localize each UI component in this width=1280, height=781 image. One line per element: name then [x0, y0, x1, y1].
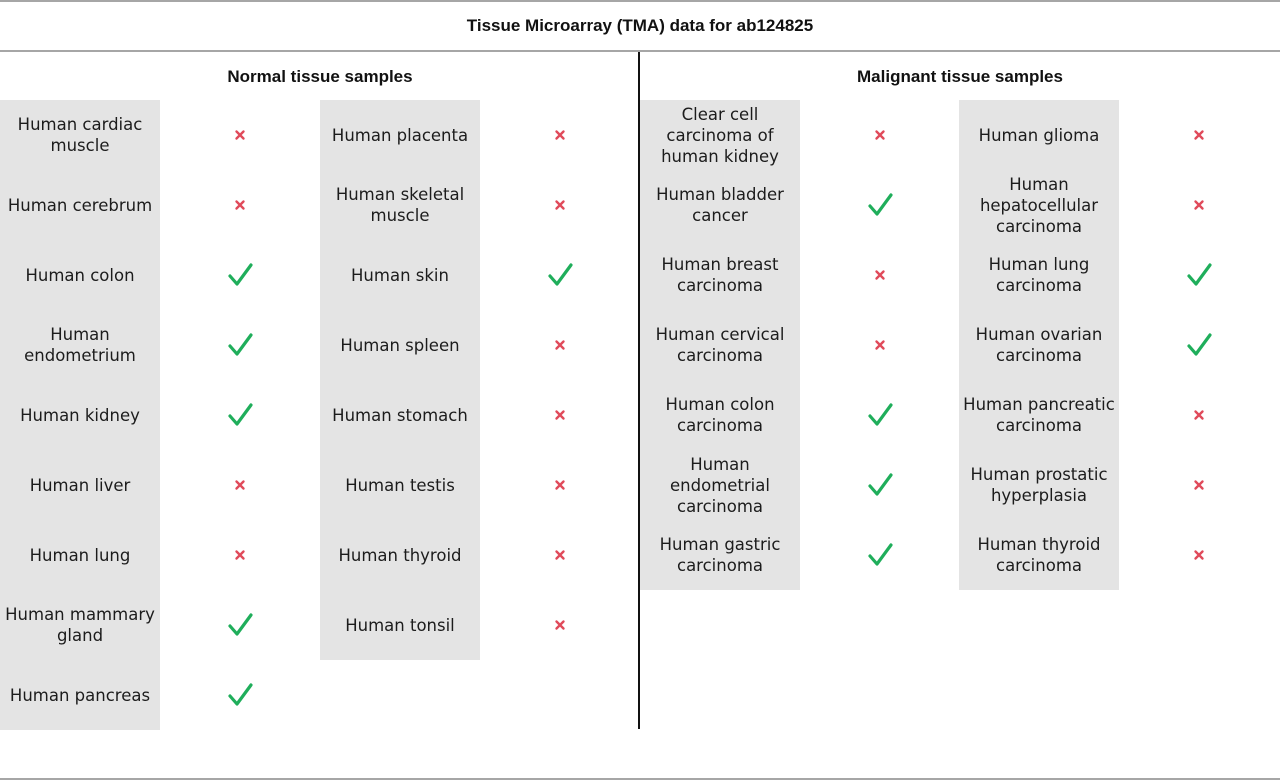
check-icon — [860, 380, 900, 450]
tissue-name: Human kidney — [20, 405, 140, 425]
tissue-name: Human endometrial carcinoma — [670, 454, 770, 516]
cross-icon — [220, 450, 260, 520]
check-icon — [860, 170, 900, 240]
tissue-name: Human liver — [29, 475, 131, 495]
tissue-name: Human cerebrum — [7, 195, 153, 215]
tissue-name: Clear cell carcinoma of human kidney — [661, 104, 779, 166]
bottom-rule — [0, 778, 1280, 780]
tissue-name: Human placenta — [331, 125, 469, 145]
tissue-name: Human skin — [351, 265, 449, 285]
tissue-name: Human cardiac muscle — [17, 115, 143, 155]
tissue-name: Human glioma — [978, 125, 1100, 145]
cross-icon — [1179, 170, 1219, 240]
tissue-name: Human colon carcinoma — [665, 395, 775, 435]
tissue-name: Human endometrium — [24, 325, 136, 365]
check-icon — [860, 520, 900, 590]
cross-icon — [220, 100, 260, 170]
tissue-name: Human colon — [25, 265, 135, 285]
cross-icon — [220, 170, 260, 240]
check-icon — [860, 450, 900, 520]
tissue-name: Human ovarian carcinoma — [975, 325, 1103, 365]
cross-icon — [540, 380, 580, 450]
tissue-name: Human skeletal muscle — [335, 185, 465, 225]
tissue-name: Human tonsil — [345, 615, 455, 635]
tissue-name: Human spleen — [340, 335, 460, 355]
normal-heading: Normal tissue samples — [227, 67, 413, 86]
cross-icon — [860, 310, 900, 380]
cross-icon — [540, 170, 580, 240]
cross-icon — [860, 100, 900, 170]
cross-icon — [540, 520, 580, 590]
check-icon — [220, 240, 260, 310]
page-title: Tissue Microarray (TMA) data for ab124825 — [466, 16, 814, 35]
tissue-name: Human pancreas — [9, 685, 151, 705]
check-icon — [220, 380, 260, 450]
check-icon — [1179, 240, 1219, 310]
cross-icon — [1179, 380, 1219, 450]
check-icon — [220, 660, 260, 730]
tissue-name: Human breast carcinoma — [661, 255, 779, 295]
cross-icon — [220, 520, 260, 590]
malignant-heading: Malignant tissue samples — [857, 67, 1063, 86]
check-icon — [220, 590, 260, 660]
cross-icon — [1179, 520, 1219, 590]
tissue-name: Human cervical carcinoma — [655, 325, 785, 365]
tissue-name: Human gastric carcinoma — [659, 535, 781, 575]
tissue-name: Human mammary gland — [5, 605, 155, 645]
cross-icon — [540, 100, 580, 170]
check-icon — [1179, 310, 1219, 380]
tissue-name: Human pancreatic carcinoma — [963, 395, 1115, 435]
title-rule — [0, 50, 1280, 52]
tissue-name: Human prostatic hyperplasia — [970, 465, 1108, 505]
tissue-name: Human lung — [29, 545, 131, 565]
cross-icon — [540, 450, 580, 520]
cross-icon — [540, 590, 580, 660]
check-icon — [540, 240, 580, 310]
tissue-name: Human bladder cancer — [656, 185, 784, 225]
tissue-name: Human testis — [345, 475, 455, 495]
cross-icon — [1179, 450, 1219, 520]
tissue-name: Human stomach — [332, 405, 468, 425]
tissue-name: Human thyroid — [338, 545, 462, 565]
check-icon — [220, 310, 260, 380]
cross-icon — [860, 240, 900, 310]
tissue-name: Human lung carcinoma — [988, 255, 1090, 295]
tissue-name: Human thyroid carcinoma — [977, 535, 1101, 575]
cross-icon — [540, 310, 580, 380]
cross-icon — [1179, 100, 1219, 170]
tissue-name: Human hepatocellular carcinoma — [979, 174, 1099, 236]
